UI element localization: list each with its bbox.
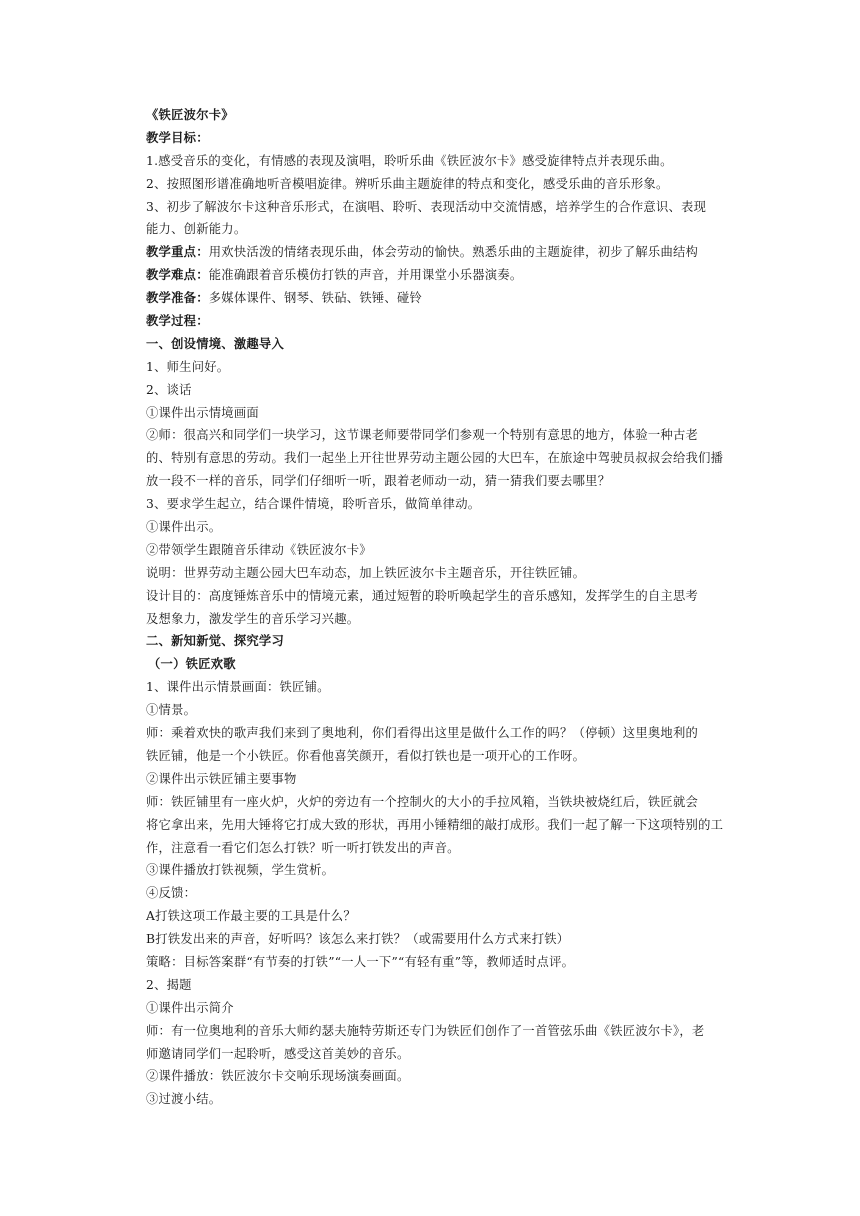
section2-line: 师邀请同学们一起聆听，感受这首美妙的音乐。 bbox=[146, 1046, 410, 1061]
section2-line: 2、揭题 bbox=[146, 977, 192, 992]
section2-line: B打铁发出来的声音，好听吗？该怎么来打铁？（或需要用什么方式来打铁） bbox=[146, 932, 570, 947]
key-point-text: 用欢快活泼的情绪表现乐曲，体会劳动的愉快。熟悉乐曲的主题旋律，初步了解乐曲结构 bbox=[208, 245, 699, 260]
section2-line: ②课件出示铁匠铺主要事物 bbox=[146, 771, 297, 786]
section2-line: 作，注意看一看它们怎么打铁？听一听打铁发出的声音。 bbox=[146, 840, 460, 855]
section2-line: 铁匠铺，他是一个小铁匠。你看他喜笑颜开，看似打铁也是一项开心的工作呀。 bbox=[146, 748, 586, 763]
document-body bbox=[146, 104, 730, 1111]
goals-heading: 教学目标： bbox=[146, 129, 209, 145]
section1-line: 放一段不一样的音乐，同学们仔细听一听，跟着老师动一动，猜一猜我们要去哪里？ bbox=[146, 474, 611, 489]
section1-line: 设计目的：高度锤炼音乐中的情境元素，通过短暂的聆听唤起学生的音乐感知，发挥学生的自主思考 bbox=[146, 588, 699, 603]
preparation-line bbox=[146, 287, 730, 310]
section1-line: 及想象力，激发学生的音乐学习兴趣。 bbox=[146, 611, 360, 626]
difficulty-label: 教学难点： bbox=[146, 267, 209, 283]
process-heading: 教学过程： bbox=[146, 313, 209, 329]
section2-line: 策略：目标答案群“有节奏的打铁”“一人一下”“有轻有重”等，教师适时点评。 bbox=[146, 954, 575, 969]
goals-item: 1.感受音乐的变化，有情感的表现及演唱，聆听乐曲《铁匠波尔卡》感受旋律特点并表现乐曲。 bbox=[146, 153, 673, 168]
section2-line: 1、课件出示情景画面：铁匠铺。 bbox=[146, 680, 330, 695]
preparation-text: 多媒体课件、钢琴、铁砧、铁锤、碰铃 bbox=[208, 291, 423, 306]
section2-line: ②课件播放：铁匠波尔卡交响乐现场演奏画面。 bbox=[146, 1069, 410, 1084]
goals-item: 能力、创新能力。 bbox=[146, 222, 247, 237]
section1-line: 说明：世界劳动主题公园大巴车动态，加上铁匠波尔卡主题音乐，开往铁匠铺。 bbox=[146, 565, 586, 580]
section2-line: 师：乘着欢快的歌声我们来到了奥地利，你们看得出这里是做什么工作的吗？（停顿）这里奥地利的 bbox=[146, 726, 699, 741]
section2-line: A打铁这项工作最主要的工具是什么？ bbox=[146, 909, 356, 924]
section2-line: ①情景。 bbox=[146, 703, 197, 718]
section1-line: 2、谈话 bbox=[146, 382, 192, 397]
section2-line: 师：铁匠铺里有一座火炉，火炉的旁边有一个控制火的大小的手拉风箱，当铁块被烧红后，铁匠就会 bbox=[146, 794, 699, 809]
section2-line: ③过渡小结。 bbox=[146, 1092, 222, 1107]
section2-line: ①课件出示简介 bbox=[146, 1000, 234, 1015]
preparation-label: 教学准备： bbox=[146, 290, 209, 306]
section2-line: 师：有一位奥地利的音乐大师约瑟夫施特劳斯还专门为铁匠们创作了一首管弦乐曲《铁匠波尔卡》，老 bbox=[146, 1023, 705, 1038]
section1-line: ①课件出示情境画面 bbox=[146, 405, 259, 420]
section1-heading: 一、创设情境、激趣导入 bbox=[146, 335, 285, 351]
key-point-line bbox=[146, 241, 730, 264]
section1-line: ②师：很高兴和同学们一块学习，这节课老师要带同学们参观一个特别有意思的地方，体验一种古老 bbox=[146, 428, 699, 443]
section2-heading: 二、新知新觉、探究学习 bbox=[146, 633, 285, 649]
goals-item: 3、初步了解波尔卡这种音乐形式，在演唱、聆听、表现活动中交流情感，培养学生的合作意识、表现 bbox=[146, 199, 707, 214]
section2-subheading: （一）铁匠欢歌 bbox=[148, 656, 236, 672]
section2-line: ③课件播放打铁视频，学生赏析。 bbox=[146, 863, 335, 878]
document-title: 《铁匠波尔卡》 bbox=[146, 107, 234, 122]
section1-line: ②带领学生跟随音乐律动《铁匠波尔卡》 bbox=[146, 542, 372, 557]
goals-item: 2、按照图形谱准确地听音模唱旋律。辨听乐曲主题旋律的特点和变化，感受乐曲的音乐形象。 bbox=[146, 176, 669, 191]
section2-line: 将它拿出来，先用大锤将它打成大致的形状，再用小锤精细的敲打成形。我们一起了解一下这项特别的工 bbox=[146, 817, 724, 832]
difficulty-text: 能准确跟着音乐模仿打铁的声音，并用课堂小乐器演奏。 bbox=[208, 268, 523, 283]
section1-line: 3、要求学生起立，结合课件情境，聆听音乐，做简单律动。 bbox=[146, 497, 481, 512]
difficulty-line bbox=[146, 264, 730, 287]
section1-line: ①课件出示。 bbox=[146, 520, 222, 535]
section1-line: 的、特别有意思的劳动。我们一起坐上开往世界劳动主题公园的大巴车，在旅途中驾驶员叔叔会给我们播 bbox=[146, 451, 724, 466]
section2-line: ④反馈： bbox=[146, 886, 197, 901]
section1-line: 1、师生问好。 bbox=[146, 359, 230, 374]
key-point-label: 教学重点： bbox=[146, 244, 209, 260]
